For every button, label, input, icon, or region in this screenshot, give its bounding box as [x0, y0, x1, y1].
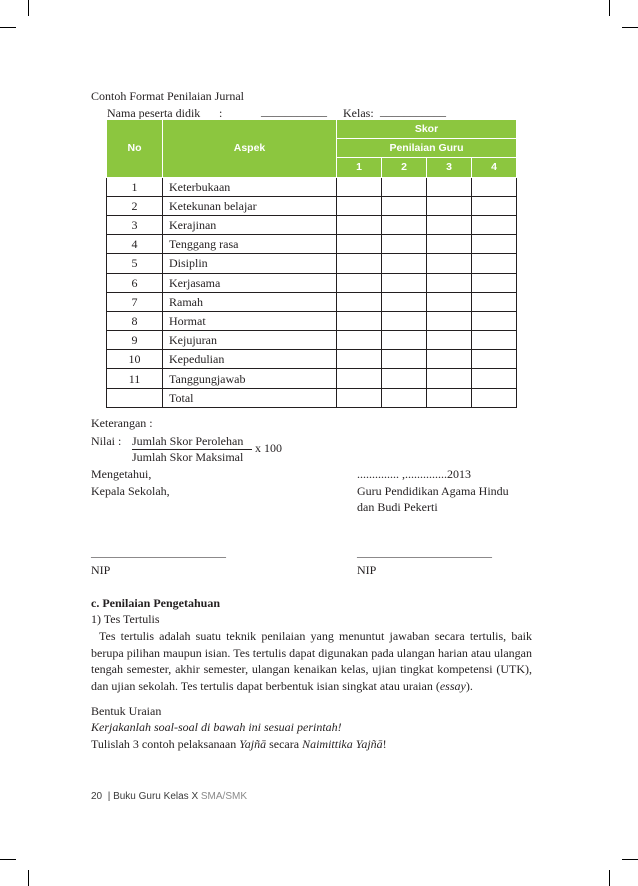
row-aspek: Keterbukaan [163, 177, 337, 196]
task-line [91, 737, 387, 752]
score-cell [472, 388, 517, 407]
table-row [107, 350, 517, 369]
class-label: Kelas: [343, 106, 374, 120]
row-no: 10 [107, 350, 163, 369]
row-aspek: Ketekunan belajar [163, 196, 337, 215]
row-aspek: Kejujuran [163, 331, 337, 350]
score-cell [382, 311, 427, 330]
crop-mark [28, 0, 29, 16]
total-label: Total [163, 388, 337, 407]
score-cell [472, 311, 517, 330]
task-prefix: Tulislah 3 contoh pelaksanaan [91, 737, 237, 751]
row-aspek: Ramah [163, 292, 337, 311]
keterangan-label: Keterangan : [91, 416, 153, 430]
formula-multiplier: x 100 [255, 441, 282, 455]
score-cell [337, 196, 382, 215]
score-cell [337, 311, 382, 330]
crop-mark [0, 27, 16, 28]
section-heading: c. Penilaian Pengetahuan [91, 596, 221, 610]
crop-mark [622, 27, 638, 28]
table-row [107, 177, 517, 196]
header-no: No [107, 120, 163, 178]
header-score-col: 1 [337, 158, 382, 177]
total-no-cell [107, 388, 163, 407]
row-aspek: Disiplin [163, 254, 337, 273]
score-cell [382, 235, 427, 254]
score-cell [382, 292, 427, 311]
page-title: Contoh Format Penilaian Jurnal [91, 89, 244, 103]
score-cell [337, 331, 382, 350]
task-end: ! [382, 737, 387, 751]
score-cell [337, 292, 382, 311]
sign-right-line2: dan Budi Pekerti [357, 500, 438, 514]
formula-numerator: Jumlah Skor Perolehan [132, 434, 244, 448]
table-row [107, 235, 517, 254]
row-no: 2 [107, 196, 163, 215]
row-no: 6 [107, 273, 163, 292]
score-cell [472, 177, 517, 196]
table-row [107, 196, 517, 215]
score-cell [337, 254, 382, 273]
paragraph-end: ). [465, 678, 473, 693]
row-no: 8 [107, 311, 163, 330]
score-cell [427, 331, 472, 350]
score-cell [337, 215, 382, 234]
score-cell [427, 350, 472, 369]
row-aspek: Kerjasama [163, 273, 337, 292]
bentuk-label: Bentuk Uraian [91, 704, 162, 718]
class-blank: ___________ [380, 104, 446, 118]
crop-mark [28, 870, 29, 886]
row-no: 9 [107, 331, 163, 350]
paragraph-text: Tes tertulis adalah suatu teknik penilaian yang menuntut jawaban secara tertulis, baik berupa pilihan maupun isian. Tes tertulis dapat digunakan pada ulangan harian atau ulangan tengah semester, akhir semester, ulangan kenaikan kelas, ujian tingkat kompetensi (UTK), dan ujian sekolah. Tes tertulis dapat berbentuk isian singkat atau uraian ( [91, 629, 532, 693]
score-cell [382, 196, 427, 215]
page-footer [91, 791, 247, 802]
score-cell [337, 369, 382, 388]
score-cell [427, 254, 472, 273]
score-cell [427, 292, 472, 311]
table-row [107, 215, 517, 234]
crop-mark [622, 859, 638, 860]
row-no: 7 [107, 292, 163, 311]
page-number: 20 [91, 791, 103, 802]
row-no: 5 [107, 254, 163, 273]
score-cell [337, 235, 382, 254]
crop-mark [609, 0, 610, 16]
score-cell [427, 177, 472, 196]
sign-left-blank: ___________________________ [91, 548, 226, 559]
score-cell [427, 369, 472, 388]
header-score-col: 3 [427, 158, 472, 177]
table-row [107, 273, 517, 292]
table-row [107, 292, 517, 311]
score-cell [472, 292, 517, 311]
score-cell [427, 235, 472, 254]
row-no: 1 [107, 177, 163, 196]
task-mid: secara [269, 737, 300, 751]
nip-left: NIP [91, 563, 111, 577]
sign-right-blank: ___________________________ [357, 548, 492, 559]
score-cell [382, 254, 427, 273]
score-cell [337, 273, 382, 292]
row-no: 4 [107, 235, 163, 254]
nip-right: NIP [357, 563, 377, 577]
sign-right-line1: Guru Pendidikan Agama Hindu [357, 484, 509, 498]
score-cell [427, 215, 472, 234]
row-aspek: Hormat [163, 311, 337, 330]
row-no: 11 [107, 369, 163, 388]
table-row [107, 254, 517, 273]
row-aspek: Kerajinan [163, 215, 337, 234]
score-cell [382, 177, 427, 196]
section-paragraph [91, 628, 532, 694]
score-cell [427, 196, 472, 215]
sign-left-line2: Kepala Sekolah, [91, 484, 170, 498]
student-name-label: Nama peserta didik [107, 106, 201, 120]
score-cell [472, 369, 517, 388]
score-cell [472, 350, 517, 369]
sign-date: .............. ,..............2013 [357, 467, 471, 481]
crop-mark [609, 870, 610, 886]
score-cell [472, 235, 517, 254]
score-cell [382, 388, 427, 407]
score-cell [427, 311, 472, 330]
instruction-text: Kerjakanlah soal-soal di bawah ini sesuai perintah! [91, 720, 342, 734]
book-level: SMA/SMK [200, 791, 248, 802]
header-penilaian-guru: Penilaian Guru [337, 139, 517, 158]
student-name-colon: : [219, 106, 223, 120]
score-cell [337, 350, 382, 369]
table-row [107, 311, 517, 330]
row-aspek: Tanggungjawab [163, 369, 337, 388]
table-row [107, 369, 517, 388]
row-aspek: Kepedulian [163, 350, 337, 369]
score-cell [472, 254, 517, 273]
book-title: | Buku Guru Kelas X [107, 791, 199, 802]
row-aspek: Tenggang rasa [163, 235, 337, 254]
score-cell [472, 215, 517, 234]
score-cell [472, 196, 517, 215]
header-aspek: Aspek [163, 120, 337, 178]
row-no: 3 [107, 215, 163, 234]
score-cell [427, 273, 472, 292]
score-cell [472, 273, 517, 292]
section-subheading: 1) Tes Tertulis [91, 612, 160, 626]
score-cell [337, 388, 382, 407]
header-skor: Skor [337, 120, 517, 139]
assessment-table [106, 119, 517, 408]
header-score-col: 4 [472, 158, 517, 177]
score-cell [382, 215, 427, 234]
formula-prefix: Nilai : [91, 434, 122, 448]
score-cell [382, 273, 427, 292]
score-cell [382, 369, 427, 388]
header-score-col: 2 [382, 158, 427, 177]
student-name-blank: ___________ [261, 104, 327, 118]
task-term2: Naimittika Yajñā [302, 737, 383, 751]
score-cell [337, 177, 382, 196]
crop-mark [0, 859, 16, 860]
paragraph-italic: essay [439, 678, 466, 693]
score-cell [472, 331, 517, 350]
task-term1: Yajñā [239, 737, 267, 751]
sign-left-line1: Mengetahui, [91, 467, 152, 481]
score-cell [382, 331, 427, 350]
score-cell [382, 350, 427, 369]
score-cell [427, 388, 472, 407]
table-row [107, 331, 517, 350]
table-total-row [107, 388, 517, 407]
formula-denominator: Jumlah Skor Maksimal [132, 450, 244, 464]
